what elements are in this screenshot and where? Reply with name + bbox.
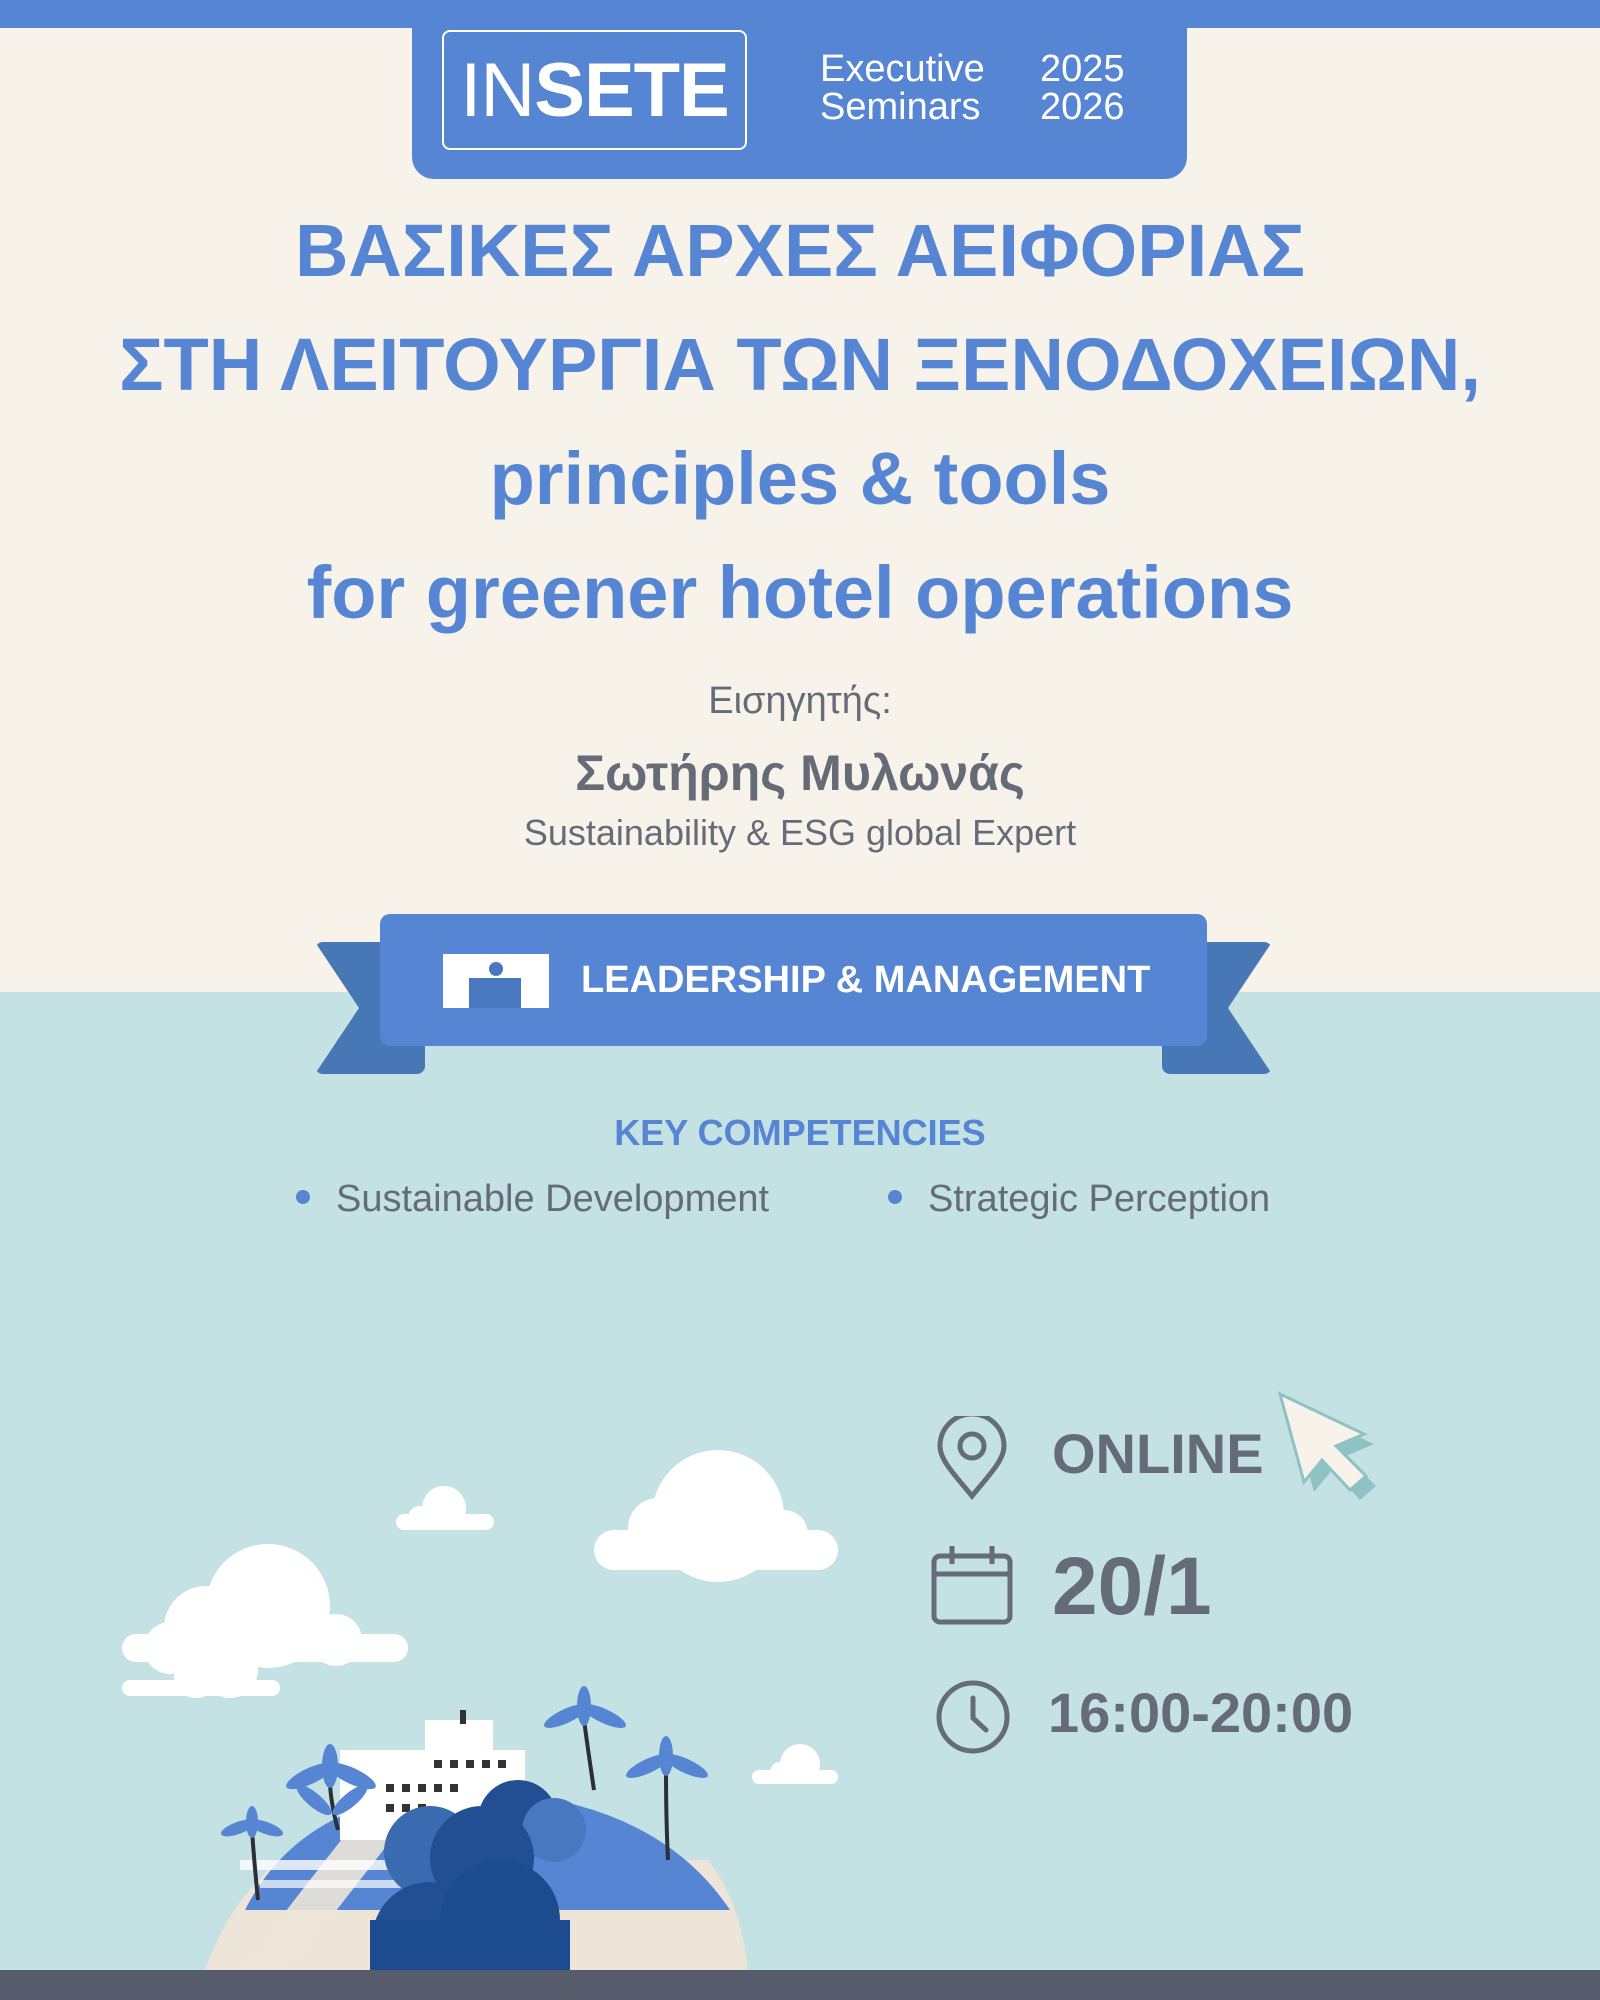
logo-in-text: IN: [460, 48, 535, 133]
location-text: ONLINE: [1052, 1422, 1264, 1485]
speaker-name: Σωτήρης Μυλωνάς: [575, 745, 1025, 801]
cursor-arrow-icon: [1276, 1390, 1396, 1524]
time-text: 16:00-20:00: [1048, 1681, 1354, 1744]
competencies-title: KEY COMPETENCIES: [614, 1112, 986, 1153]
footer-bar: [0, 1970, 1600, 2000]
subtitle-seminars: Seminars: [820, 86, 981, 128]
title-line-2: ΣΤΗ ΛΕΙΤΟΥΡΓΙΑ ΤΩΝ ΞΕΝΟΔΟΧΕΙΩΝ,: [119, 323, 1481, 406]
year-start: 2025: [1040, 48, 1125, 90]
clock-icon: [934, 1678, 1012, 1756]
subtitle-executive: Executive: [820, 48, 985, 90]
island: [205, 1686, 748, 1998]
date-text: 20/1: [1052, 1541, 1212, 1632]
speaker-role: Sustainability & ESG global Expert: [523, 812, 1077, 853]
title-line-3: principles & tools: [489, 437, 1111, 520]
category-label: LEADERSHIP & MANAGEMENT: [581, 959, 1151, 1001]
speaker-label: Εισηγητής:: [708, 680, 892, 722]
title-line-4: for greener hotel operations: [306, 551, 1294, 634]
title-line-1: ΒΑΣΙΚΕΣ ΑΡΧΕΣ ΑΕΙΦΟΡΙΑΣ: [294, 209, 1306, 292]
logo-sete-text: SETE: [534, 48, 729, 133]
competency-label: Strategic Perception: [928, 1178, 1271, 1220]
competency-label: Sustainable Development: [336, 1178, 770, 1220]
location-pin-icon: [934, 1416, 1010, 1500]
year-end: 2026: [1040, 86, 1125, 128]
calendar-icon: [930, 1544, 1014, 1626]
